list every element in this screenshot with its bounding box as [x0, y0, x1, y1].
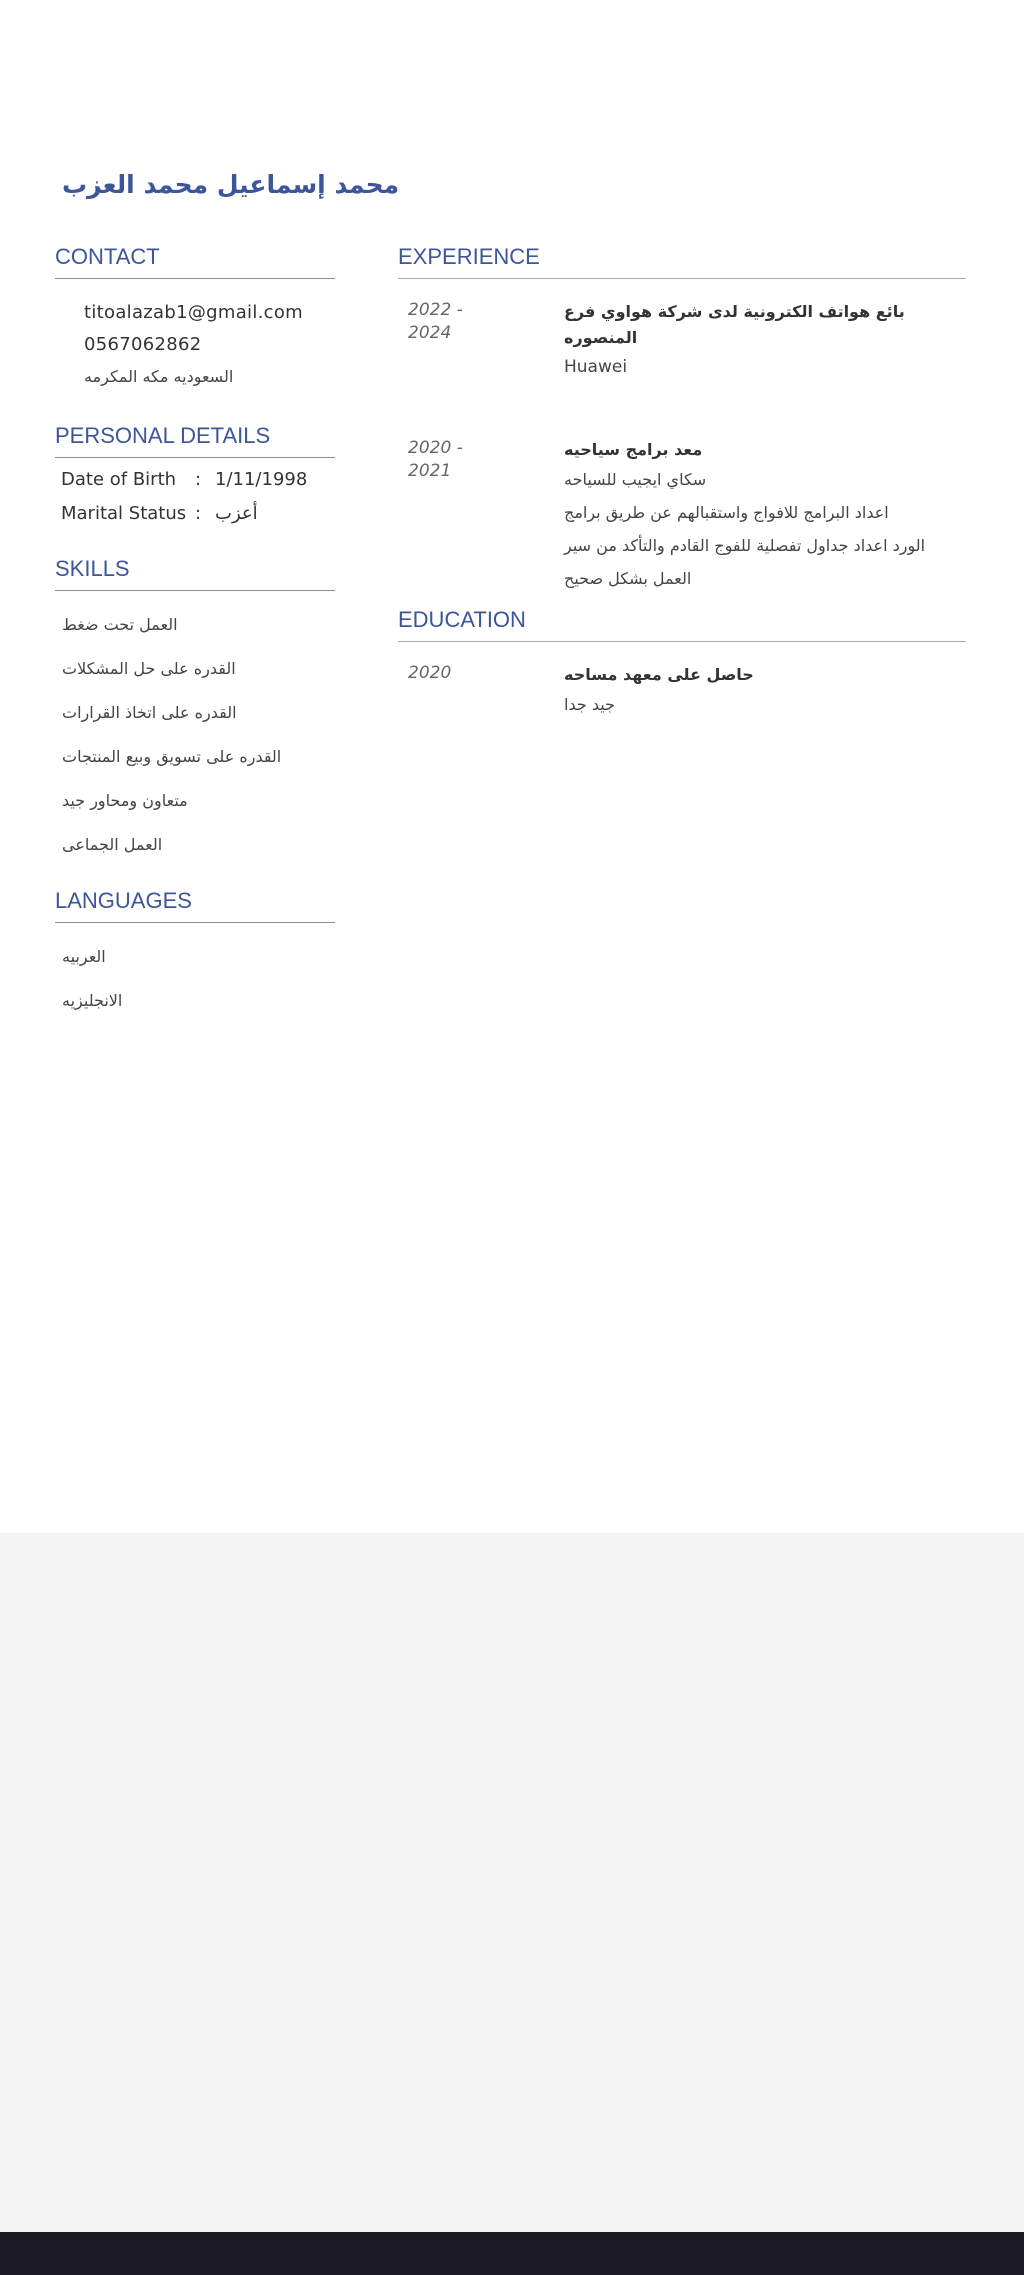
language-item: العربيه: [62, 947, 106, 966]
marital-label: Marital Status: [61, 503, 187, 524]
contact-phone[interactable]: 0567062862: [84, 334, 202, 355]
marital-row: [55, 502, 335, 526]
contact-email[interactable]: titoalazab1@gmail.com: [84, 302, 304, 323]
languages-section: [55, 888, 335, 1023]
skill-item: العمل الجماعى: [62, 835, 163, 854]
degree-title: حاصل على معهد مساحه: [564, 665, 754, 684]
entry-body: [564, 299, 966, 384]
company-name: سكاي ايجيب للسياحه: [564, 470, 707, 489]
date-end: 2024: [408, 323, 452, 343]
degree-grade: جيد جدا: [564, 695, 615, 714]
dob-value: 1/11/1998: [215, 469, 308, 490]
experience-heading: EXPERIENCE: [398, 244, 966, 279]
skills-heading: SKILLS: [55, 556, 335, 591]
entry-body: [564, 437, 966, 595]
dob-colon: :: [195, 469, 202, 490]
date-start: 2022 -: [408, 300, 463, 320]
education-section: [398, 607, 966, 721]
contact-section: [55, 244, 335, 395]
entry-date: [398, 437, 564, 595]
marital-colon: :: [195, 503, 202, 524]
skill-item: القدره على تسويق وبيع المنتجات: [62, 747, 282, 766]
entry-date: 2020: [408, 663, 452, 683]
job-description-line: الورد اعداد جداول تفصلية للفوج القادم والتأكد من سير: [564, 536, 926, 555]
language-item: الانجليزيه: [62, 991, 123, 1010]
skill-list: [55, 603, 335, 867]
languages-heading: LANGUAGES: [55, 888, 335, 923]
footer-bar: [0, 2232, 1024, 2275]
entry-date: [398, 299, 564, 384]
skill-item: القدره على حل المشكلات: [62, 659, 236, 678]
experience-section: [398, 244, 966, 595]
experience-entry: [398, 437, 966, 595]
job-description-line: العمل بشكل صحيح: [564, 569, 692, 588]
date-end: 2021: [408, 461, 452, 481]
skill-item: متعاون ومحاور جيد: [62, 791, 188, 810]
skills-section: [55, 556, 335, 867]
left-column: [55, 244, 335, 1023]
contact-heading: CONTACT: [55, 244, 335, 279]
job-title: بائع هواتف الكترونية لدى شركة هواوي فرع المنصوره: [564, 302, 905, 347]
education-entry: [398, 662, 966, 721]
company-name: Huawei: [564, 357, 628, 377]
skill-item: العمل تحت ضغط: [62, 615, 178, 634]
candidate-name: محمد إسماعيل محمد العزب: [62, 170, 400, 199]
date-start: 2020 -: [408, 438, 463, 458]
job-title: معد برامج سياحيه: [564, 440, 703, 459]
language-list: [55, 935, 335, 1023]
job-description-line: اعداد البرامج للافواج واستقبالهم عن طريق برامج: [564, 503, 889, 522]
dob-label: Date of Birth: [61, 469, 177, 490]
personal-details-section: [55, 423, 335, 526]
marital-value: أعزب: [215, 503, 258, 524]
education-heading: EDUCATION: [398, 607, 966, 642]
personal-details-heading: PERSONAL DETAILS: [55, 423, 335, 458]
contact-address: السعوديه مكه المكرمه: [84, 367, 234, 386]
skill-item: القدره على اتخاذ القرارات: [62, 703, 237, 722]
right-column: [398, 244, 966, 714]
contact-list: [55, 299, 335, 395]
experience-entry: [398, 299, 966, 384]
dob-row: [55, 468, 335, 492]
entry-body: [564, 662, 966, 721]
